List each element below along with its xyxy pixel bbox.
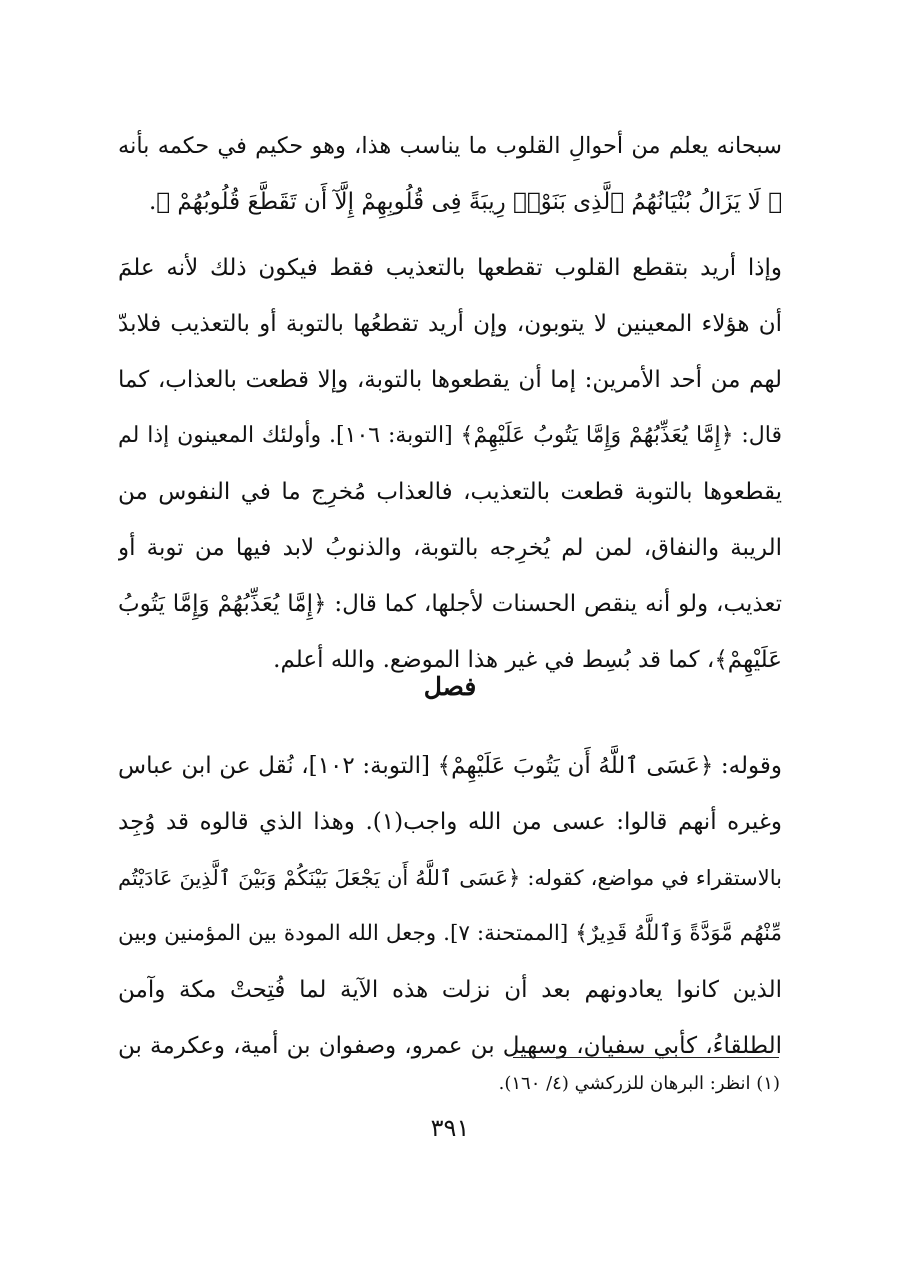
text-line: بالاستقراء في مواضع، كقوله: ﴿عَسَى ٱللَّهُ أَن يَجْعَلَ بَيْنَكُمْ وَبَيْنَ ٱلَّذِينَ عَادَيْتُم: [118, 866, 782, 890]
text-line: لهم من أحد الأمرين: إما أن يقطعوها بالتوبة، وإلا قطعت بالعذاب، كما: [118, 367, 782, 393]
text-line: أن هؤلاء المعينين لا يتوبون، وإن أريد تقطعُها بالتوبة أو بالتعذيب فلابدّ: [118, 311, 782, 337]
paragraph-1: [118, 118, 782, 230]
text-line: مِّنْهُم مَّوَدَّةً وَٱللَّهُ قَدِيرٌ﴾ [الممتحنة: ٧]. وجعل الله المودة بين المؤمنين وبين: [118, 921, 782, 946]
footnote-divider: [513, 1057, 779, 1058]
text-line: الريبة والنفاق، لمن لم يُخرِجه بالتوبة، والذنوبُ لابد فيها من توبة أو: [118, 535, 782, 561]
text-line: قال: ﴿إِمَّا يُعَذِّبُهُمْ وَإِمَّا يَتُوبُ عَلَيْهِمْ﴾ [التوبة: ١٠٦]. وأولئك المعينون إذا لم: [118, 423, 782, 448]
text-line: وقوله: ﴿عَسَى ٱللَّهُ أَن يَتُوبَ عَلَيْهِمْ﴾ [التوبة: ١٠٢]، نُقل عن ابن عباس: [118, 753, 782, 779]
text-line: ﴿ لَا يَزَالُ بُنْيَانُهُمُ ٱلَّذِى بَنَوْا۟ رِيبَةً فِى قُلُوبِهِمْ إِلَّآ أَن تَقَطَّعَ قُلُوبُهُمْ ﴾.: [148, 189, 782, 215]
footnote: (١) انظر: البرهان للزركشي (٤/ ١٦٠).: [498, 1073, 780, 1094]
text-line: الطلقاءُ، كأبي سفيان، وسهيل بن عمرو، وصفوان بن أمية، وعكرمة بن: [118, 1033, 782, 1059]
paragraph-2: [118, 240, 782, 688]
paragraph-3: [118, 738, 782, 1074]
page-number: ٣٩١: [430, 1114, 470, 1142]
section-heading: فصل: [423, 672, 477, 701]
text-line: عَلَيْهِمْ﴾، كما قد بُسِط في غير هذا الموضع. والله أعلم.: [273, 647, 782, 673]
text-line: وغيره أنهم قالوا: عسى من الله واجب(١). وهذا الذي قالوه قد وُجِد: [118, 809, 782, 835]
text-line: تعذيب، ولو أنه ينقص الحسنات لأجلها، كما قال: ﴿إِمَّا يُعَذِّبُهُمْ وَإِمَّا يَتُوبُ: [118, 591, 782, 617]
text-line: وإذا أريد بتقطع القلوب تقطعها بالتعذيب فقط فيكون ذلك لأنه علمَ: [118, 255, 782, 281]
text-line: سبحانه يعلم من أحوالِ القلوب ما يناسب هذا، وهو حكيم في حكمه بأنه: [118, 133, 782, 159]
text-line: الذين كانوا يعادونهم بعد أن نزلت هذه الآية لما فُتِحتْ مكة وآمن: [118, 977, 782, 1003]
text-line: يقطعوها بالتوبة قطعت بالتعذيب، فالعذاب مُخرِج ما في النفوس من: [118, 479, 782, 505]
